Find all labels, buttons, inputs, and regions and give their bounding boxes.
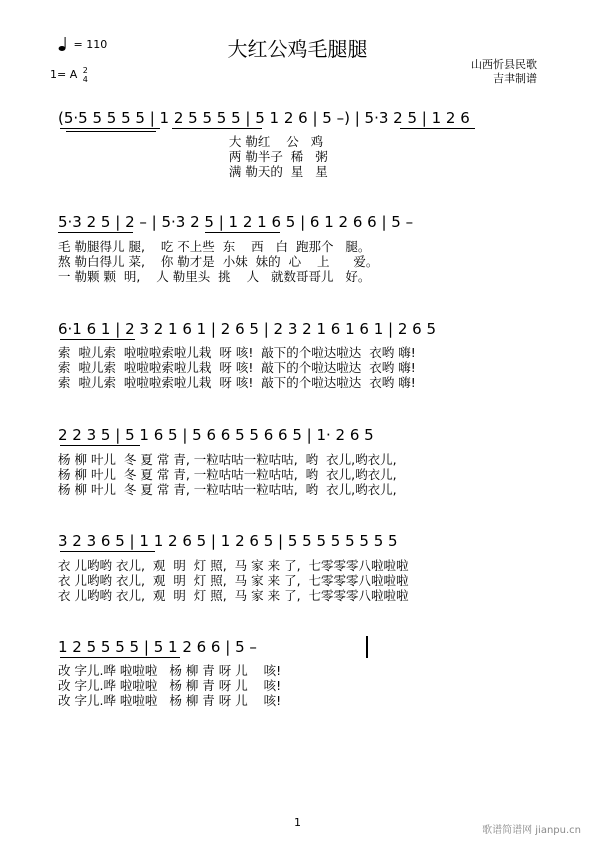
beam-line <box>60 445 140 446</box>
time-sig-bottom: 4 <box>82 75 88 84</box>
tempo-marking <box>58 36 107 52</box>
lyric-verse-2: 两 勒半子 稀 粥 <box>58 149 328 164</box>
beam-line <box>60 339 135 340</box>
notation-row-2: 5·3 2 5 | 2 – | 5·3 2 5 | 1 2 1 6 5 | 6 1 2 6 6 | 5 – <box>58 213 414 231</box>
beam-line <box>400 128 475 129</box>
beam-line <box>60 128 160 129</box>
song-origin <box>471 58 537 86</box>
tempo-value: = 110 <box>73 38 108 51</box>
lyric-verse-2: 改 字儿.哗 啦啦啦 杨 柳 青 呀 儿 咳! <box>58 678 282 693</box>
lyric-verse-2: 杨 柳 叶儿 冬 夏 常 青, 一粒咕咕一粒咕咕, 哟 衣儿,哟衣儿, <box>58 467 397 482</box>
lyrics-row-2 <box>58 239 378 284</box>
notation-row-5: 3 2 3 6 5 | 1 1 2 6 5 | 1 2 6 5 | 5 5 5 5 5 5 5 5 <box>58 532 398 550</box>
final-barline <box>366 636 368 658</box>
page-number: 1 <box>294 816 301 829</box>
lyric-verse-1: 大 勒红 公 鸡 <box>58 134 324 149</box>
key-signature <box>50 66 88 84</box>
lyric-verse-3: 杨 柳 叶儿 冬 夏 常 青, 一粒咕咕一粒咕咕, 哟 衣儿,哟衣儿, <box>58 482 397 497</box>
song-title: 大红公鸡毛腿腿 <box>227 37 368 61</box>
beam-line <box>172 128 262 129</box>
lyrics-row-6 <box>58 663 281 708</box>
lyric-verse-3: 改 字儿.哗 啦啦啦 杨 柳 青 呀 儿 咳! <box>58 693 282 708</box>
time-sig-top: 2 <box>82 66 88 75</box>
lyrics-row-3 <box>58 345 416 390</box>
lyric-verse-2: 衣 儿哟哟 衣儿, 观 明 灯 照, 马 家 来 了, 七零零零八啦啦啦 <box>58 573 409 588</box>
lyric-verse-2: 索 啦儿索 啦啦啦索啦儿栽 呀 咳! 敲下的个啦达啦达 衣哟 嗨! <box>58 360 416 375</box>
lyric-verse-1: 改 字儿.哗 啦啦啦 杨 柳 青 呀 儿 咳! <box>58 663 282 678</box>
lyric-verse-1: 索 啦儿索 啦啦啦索啦儿栽 呀 咳! 敲下的个啦达啦达 衣哟 嗨! <box>58 345 416 360</box>
beam-line <box>60 657 180 658</box>
quarter-note-icon <box>58 36 70 52</box>
lyric-verse-3: 满 勒天的 星 星 <box>58 164 328 179</box>
lyrics-row-1 <box>58 134 328 179</box>
lyrics-row-5 <box>58 558 409 603</box>
site-watermark: 歌谱简谱网 jianpu.cn <box>482 825 581 836</box>
lyric-verse-3: 衣 儿哟哟 衣儿, 观 明 灯 照, 马 家 来 了, 七零零零八啦啦啦 <box>58 588 409 603</box>
lyric-verse-1: 衣 儿哟哟 衣儿, 观 明 灯 照, 马 家 来 了, 七零零零八啦啦啦 <box>58 558 409 573</box>
notation-row-6: 1 2 5 5 5 5 | 5 1 2 6 6 | 5 – <box>58 638 257 656</box>
beam-line <box>60 551 155 552</box>
lyrics-row-4 <box>58 452 397 497</box>
notation-row-3: 6·1 6 1 | 2 3 2 1 6 1 | 2 6 5 | 2 3 2 1 6 1 6 1 | 2 6 5 <box>58 320 436 338</box>
notation-row-1: (5·5 5 5 5 5 | 1 2 5 5 5 5 | 5 1 2 6 | 5 –) | 5·3 2 5 | 1 2 6 <box>58 109 470 127</box>
beam-line <box>205 232 280 233</box>
lyric-verse-2: 熬 勒白得儿 菜, 你 勒才是 小妹 妹的 心 上 爱。 <box>58 254 379 269</box>
lyric-verse-1: 杨 柳 叶儿 冬 夏 常 青, 一粒咕咕一粒咕咕, 哟 衣儿,哟衣儿, <box>58 452 397 467</box>
origin-source: 山西忻县民歌 <box>471 58 537 71</box>
key-text: 1= A <box>50 68 78 81</box>
origin-arranger: 吉聿制谱 <box>493 72 537 85</box>
beam-line <box>58 232 133 233</box>
lyric-verse-1: 毛 勒腿得儿 腿, 吃 不上些 东 西 白 跑那个 腿。 <box>58 239 371 254</box>
lyric-verse-3: 索 啦儿索 啦啦啦索啦儿栽 呀 咳! 敲下的个啦达啦达 衣哟 嗨! <box>58 375 416 390</box>
beam-line <box>66 131 156 132</box>
time-signature <box>83 66 88 84</box>
lyric-verse-3: 一 勒颗 颗 明, 人 勒里头 挑 人 就数哥哥儿 好。 <box>58 269 371 284</box>
notation-row-4: 2 2 3 5 | 5 1 6 5 | 5 6 6 5 5 6 6 5 | 1· 2 6 5 <box>58 426 374 444</box>
